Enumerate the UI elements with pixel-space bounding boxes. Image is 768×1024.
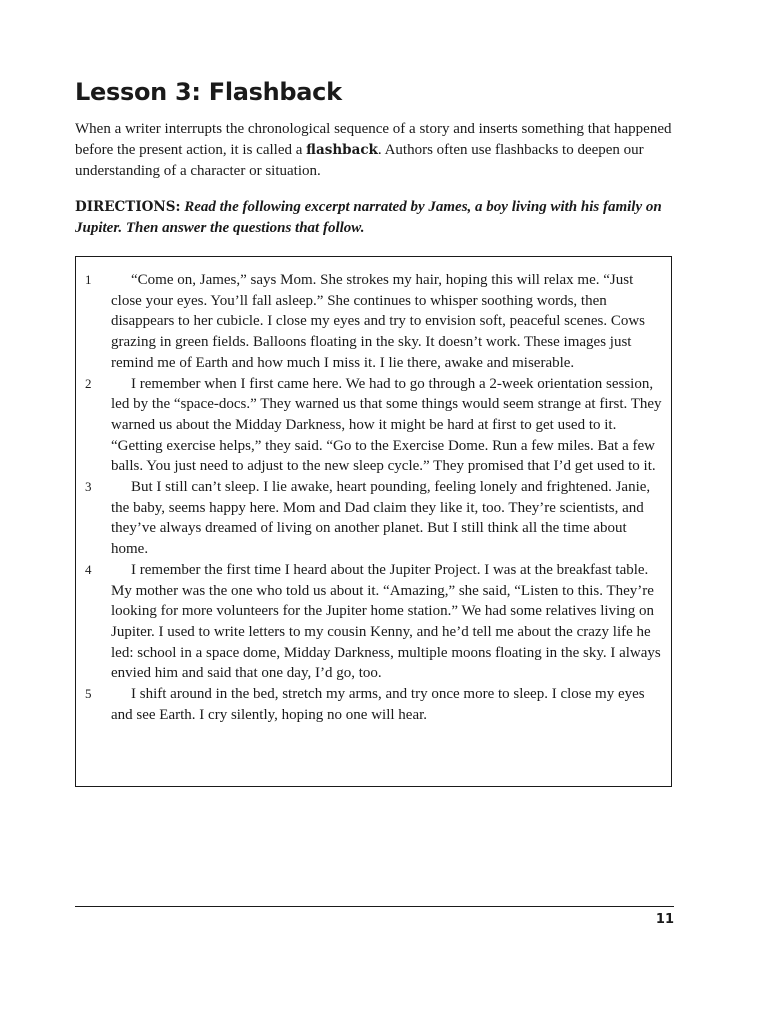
passage-paragraph-3 (76, 477, 671, 560)
page-number: 11 (655, 912, 674, 927)
passage-box (75, 256, 672, 787)
directions-text: Read the following excerpt narrated by James, a boy living with his family on Jupiter. Then answer the questions that follow. (75, 199, 662, 236)
paragraph-text: “Come on, James,” says Mom. She strokes my hair, hoping this will relax me. “Just close your eyes. You’ll fall asleep.” She continues to whisper soothing words, then disappears to her cubicle. I close my eyes and try to envision soft, peaceful scenes. Cows grazing in green fields. Balloons floating in the sky. It doesn’t work. These images just remind me of Earth and how much I miss it. I lie there, awake and miserable. (111, 272, 646, 371)
paragraph-number: 5 (85, 686, 92, 702)
paragraph-text: I remember the first time I heard about the Jupiter Project. I was at the breakfast table. My mother was the one who told us about it. “Amazing,” she said, “Listen to this. They’re looking for more volunteers for the Jupiter home station.” We had some relatives living on Jupiter. I used to write letters to my cousin Kenny, and he’d tell me about the crazy life he led: school in a space dome, Midday Darkness, multiple moons floating in the sky. I always envied him and said that one day, I’d go, too. (111, 561, 661, 682)
directions-label: DIRECTIONS: (75, 199, 181, 215)
flashback-term: flashback (306, 142, 378, 158)
paragraph-text: But I still can’t sleep. I lie awake, heart pounding, feeling lonely and frightened. Janie, the baby, seems happy here. Mom and Dad claim they like it, too. They’re scientists, and they’ve always dreamed of living on another planet. But I still think all the time about home. (111, 479, 651, 558)
directions (75, 197, 685, 239)
intro-paragraph (75, 119, 685, 182)
paragraph-text: I remember when I first came here. We had to go through a 2-week orientation session, led by the “space-docs.” They warned us that some things would seem strange at first. They warned us about the Midday Darkness, how it might be hard at first to get used to it. “Getting exercise helps,” they said. “Go to the Exercise Dome. Run a few miles. Bat a few balls. You just need to adjust to the new sleep cycle.” They promised that I’d get used to it. (111, 375, 662, 475)
paragraph-text: I shift around in the bed, stretch my arms, and try once more to sleep. I close my eyes and see Earth. I cry silently, hoping no one will hear. (111, 686, 645, 723)
paragraph-number: 1 (85, 272, 92, 287)
footer-divider (75, 906, 674, 907)
passage-paragraph-2 (76, 374, 671, 478)
paragraph-number: 4 (85, 561, 92, 577)
intro-text-before: When a writer interrupts the chronological sequence of a story and inserts something that happened before the present action, it is called a (75, 121, 672, 158)
page-title: Lesson 3: Flashback (75, 78, 342, 106)
paragraph-number: 2 (85, 375, 92, 391)
passage-paragraphs (76, 270, 671, 725)
passage-paragraph-5 (76, 684, 671, 725)
intro-text-after: . Authors often use flashbacks to deepen our understanding of a character or situation. (75, 142, 644, 179)
passage-paragraph-1 (76, 270, 671, 374)
paragraph-number: 3 (85, 479, 92, 495)
passage-paragraph-4 (76, 560, 671, 684)
